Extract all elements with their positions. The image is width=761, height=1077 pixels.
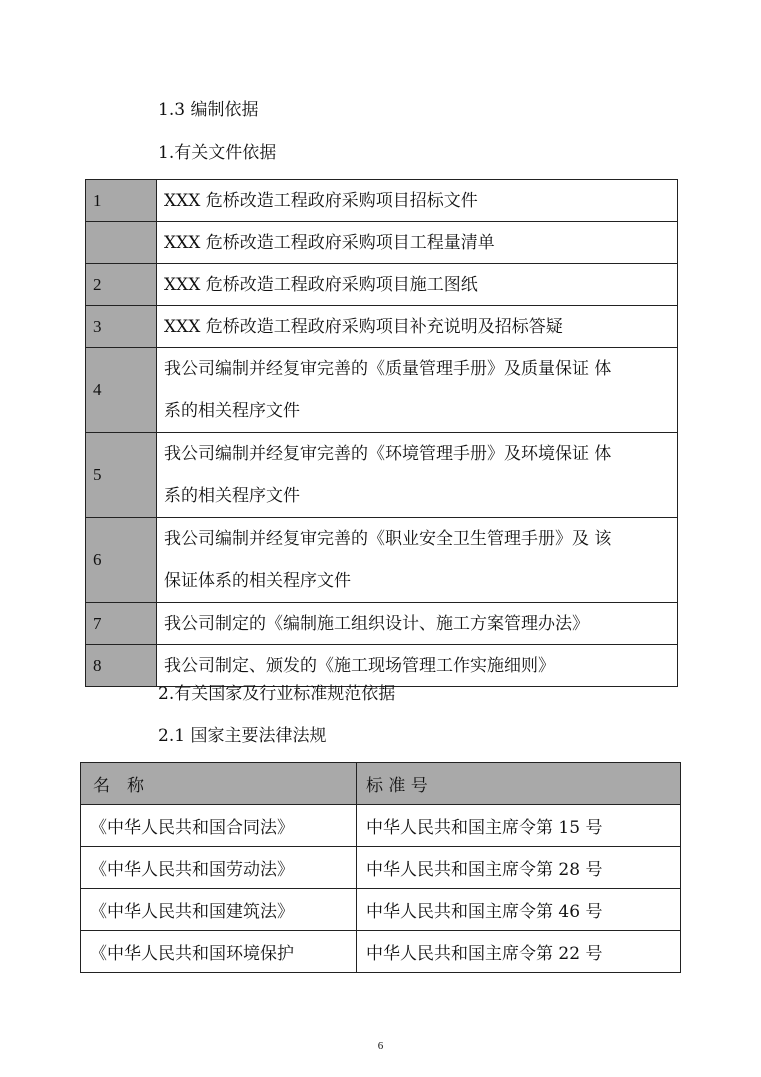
table-row [86,306,678,348]
row-text: 我公司制定、颁发的《施工现场管理工作实施细则》 [157,645,678,687]
subsection-heading-documents: 1.有关文件依据 [158,143,277,163]
row-number: 4 [86,348,157,433]
documents-table [85,179,678,687]
row-number: 7 [86,603,157,645]
row-text: 我公司制定的《编制施工组织设计、施工方案管理办法》 [157,603,678,645]
row-number: 2 [86,264,157,306]
subsection-heading-laws: 2.1 国家主要法律法规 [158,726,327,746]
row-text: XXX 危桥改造工程政府采购项目招标文件 [157,180,678,222]
row-text-line: 保证体系的相关程序文件 [164,571,351,591]
row-text-line: 我公司编制并经复审完善的《职业安全卫生管理手册》及 该 [164,529,612,549]
header-standard: 标 准 号 [357,763,681,805]
law-name: 《中华人民共和国建筑法》 [81,889,357,931]
row-text-line: 系的相关程序文件 [164,401,300,421]
table-row [86,645,678,687]
laws-table [80,762,681,973]
table-row [86,348,678,433]
law-standard: 中华人民共和国主席令第 28 号 [357,847,681,889]
row-number: 5 [86,433,157,518]
row-number: 8 [86,645,157,687]
law-name: 《中华人民共和国合同法》 [81,805,357,847]
table-row [86,433,678,518]
row-number: 1 [86,180,157,222]
law-name: 《中华人民共和国环境保护 [81,931,357,973]
table-row [86,518,678,603]
row-text: XXX 危桥改造工程政府采购项目施工图纸 [157,264,678,306]
row-number: 3 [86,306,157,348]
row-text-line: 我公司编制并经复审完善的《质量管理手册》及质量保证 体 [164,359,612,379]
header-name: 名 称 [81,763,357,805]
table-row [86,180,678,222]
table-row [81,805,681,847]
row-text: XXX 危桥改造工程政府采购项目补充说明及招标答疑 [157,306,678,348]
table-row [86,222,678,264]
law-standard: 中华人民共和国主席令第 46 号 [357,889,681,931]
row-text: XXX 危桥改造工程政府采购项目工程量清单 [157,222,678,264]
table-row [86,264,678,306]
row-text-line: 我公司编制并经复审完善的《环境管理手册》及环境保证 体 [164,444,612,464]
row-text [157,433,678,518]
row-text-line: 系的相关程序文件 [164,486,300,506]
table-row [86,603,678,645]
table-row [81,889,681,931]
section-heading: 1.3 编制依据 [158,100,259,120]
row-text [157,518,678,603]
row-number [86,222,157,264]
row-number: 6 [86,518,157,603]
law-standard: 中华人民共和国主席令第 15 号 [357,805,681,847]
table-row [81,847,681,889]
table-header-row [81,763,681,805]
row-text [157,348,678,433]
law-name: 《中华人民共和国劳动法》 [81,847,357,889]
subsection-heading-standards: 2.有关国家及行业标准规范依据 [158,684,396,704]
page-number: 6 [377,1040,384,1052]
law-standard: 中华人民共和国主席令第 22 号 [357,931,681,973]
table-row [81,931,681,973]
